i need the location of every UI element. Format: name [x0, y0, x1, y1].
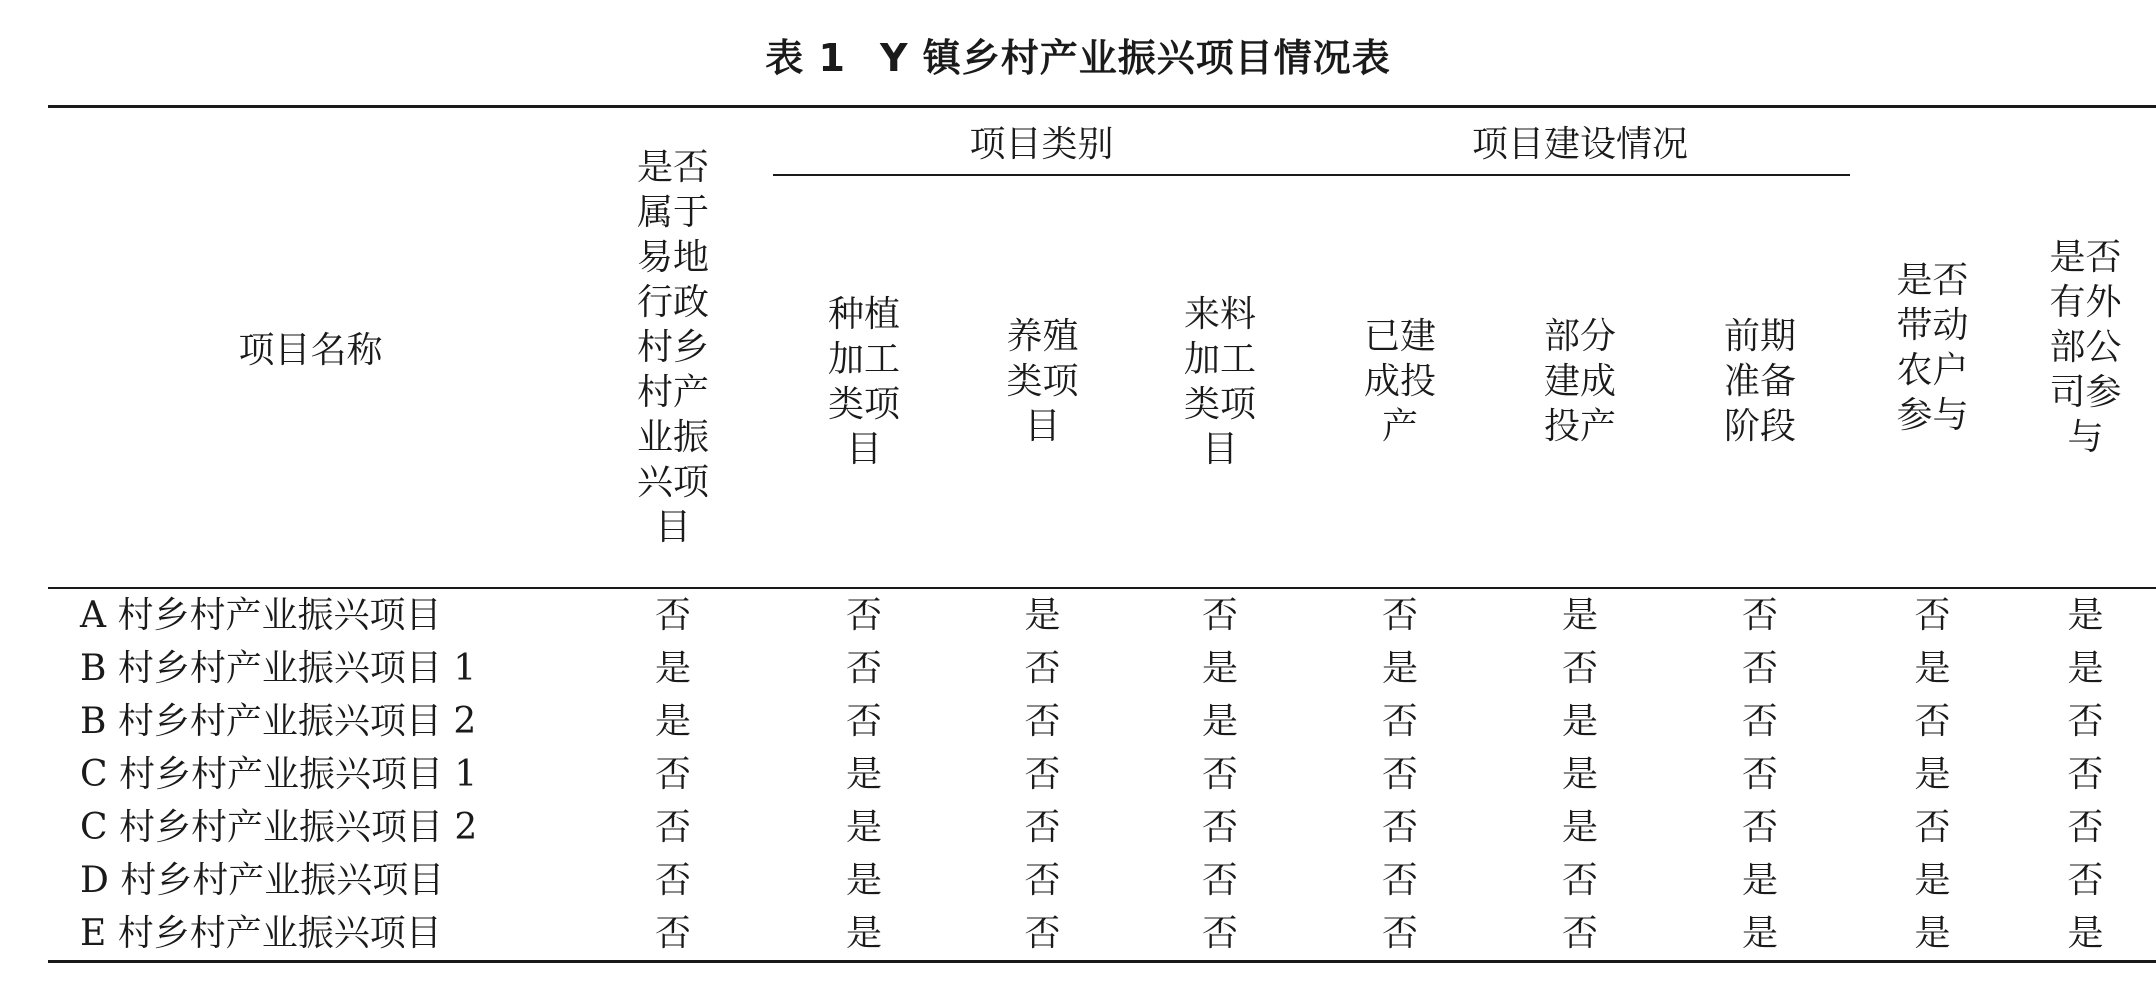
value-cell: 是	[773, 907, 955, 962]
value-cell: 否	[1382, 754, 1419, 795]
value-cell: 否	[654, 595, 691, 636]
value-cell: 否	[1202, 595, 1239, 636]
value-cell: 否	[654, 754, 691, 795]
value-cell: 否	[654, 860, 691, 901]
table-title: Y 镇乡村产业振兴项目情况表	[879, 36, 1391, 80]
project-name-cell: E 村乡村产业振兴项目	[48, 907, 573, 962]
value-cell: 是	[1562, 807, 1599, 848]
header-construction-group: 项目建设情况	[1310, 107, 1850, 176]
value-cell: 否	[2067, 860, 2104, 901]
value-cell: 否	[1914, 595, 1951, 636]
table-row	[48, 588, 2156, 642]
table-row	[48, 907, 2156, 962]
value-cell: 否	[1382, 701, 1419, 742]
value-cell: 是	[1202, 701, 1239, 742]
value-cell: 否	[845, 701, 882, 742]
project-table	[48, 105, 2156, 963]
table-row	[48, 642, 2156, 695]
table-caption	[0, 30, 2156, 86]
value-cell: 否	[2067, 701, 2104, 742]
value-cell: 是	[1202, 648, 1239, 689]
value-cell: 否	[2067, 754, 2104, 795]
value-cell: 否	[1024, 807, 1061, 848]
table-number: 表 1	[765, 36, 846, 80]
value-cell: 是	[1742, 860, 1779, 901]
value-cell: 是	[654, 701, 691, 742]
value-cell: 是	[1850, 907, 2015, 962]
value-cell: 否	[1202, 807, 1239, 848]
table-row	[48, 801, 2156, 854]
header-drive-farmers: 是否 带动 农户 参与	[1850, 107, 2015, 589]
value-cell: 否	[1310, 907, 1490, 962]
project-name-cell: B 村乡村产业振兴项目 1	[80, 648, 477, 689]
project-name-cell: C 村乡村产业振兴项目 1	[80, 754, 478, 795]
value-cell: 否	[1382, 807, 1419, 848]
value-cell: 是	[1914, 754, 1951, 795]
value-cell: 是	[845, 754, 882, 795]
value-cell: 是	[845, 860, 882, 901]
value-cell: 是	[2015, 907, 2156, 962]
value-cell: 是	[845, 807, 882, 848]
value-cell: 是	[1670, 907, 1850, 962]
project-name-cell: A 村乡村产业振兴项目	[80, 595, 442, 636]
header-project-name: 项目名称	[48, 107, 573, 589]
value-cell: 是	[1914, 860, 1951, 901]
value-cell: 否	[1130, 907, 1310, 962]
project-name-cell: C 村乡村产业振兴项目 2	[80, 807, 478, 848]
value-cell: 否	[1742, 701, 1779, 742]
value-cell: 否	[845, 648, 882, 689]
header-construction-partial: 部分 建成 投产	[1490, 175, 1670, 588]
value-cell: 是	[1024, 595, 1061, 636]
value-cell: 否	[1024, 860, 1061, 901]
value-cell: 否	[1742, 595, 1779, 636]
value-cell: 否	[1562, 648, 1599, 689]
header-category-planting: 种植 加工 类项 目	[773, 175, 955, 588]
value-cell: 是	[654, 648, 691, 689]
header-category-processing: 来料 加工 类项 目	[1130, 175, 1310, 588]
value-cell: 是	[1562, 754, 1599, 795]
value-cell: 是	[1562, 701, 1599, 742]
value-cell: 否	[1382, 595, 1419, 636]
table-row	[48, 695, 2156, 748]
project-name-cell: D 村乡村产业振兴项目	[80, 860, 445, 901]
value-cell: 否	[1562, 860, 1599, 901]
value-cell: 否	[845, 595, 882, 636]
value-cell: 是	[2067, 648, 2104, 689]
value-cell: 否	[1914, 701, 1951, 742]
value-cell: 否	[1914, 807, 1951, 848]
value-cell: 否	[1742, 648, 1779, 689]
value-cell: 否	[1202, 754, 1239, 795]
table-row	[48, 748, 2156, 801]
value-cell: 否	[573, 907, 773, 962]
value-cell: 否	[1024, 701, 1061, 742]
value-cell: 否	[1490, 907, 1670, 962]
value-cell: 否	[1742, 807, 1779, 848]
value-cell: 是	[1382, 648, 1419, 689]
header-construction-prep: 前期 准备 阶段	[1670, 175, 1850, 588]
value-cell: 是	[1914, 648, 1951, 689]
value-cell: 否	[1382, 860, 1419, 901]
value-cell: 否	[2067, 807, 2104, 848]
header-category-breeding: 养殖 类项 目	[955, 175, 1130, 588]
header-external-company: 是否 有外 部公 司参 与	[2015, 107, 2156, 589]
value-cell: 是	[2067, 595, 2104, 636]
table-row	[48, 854, 2156, 907]
header-is-relocation: 是否 属于 易地 行政 村乡 村产 业振 兴项 目	[573, 107, 773, 589]
value-cell: 否	[1024, 754, 1061, 795]
table-body	[48, 588, 2156, 962]
value-cell: 否	[1742, 754, 1779, 795]
value-cell: 否	[1024, 648, 1061, 689]
project-name-cell: B 村乡村产业振兴项目 2	[80, 701, 477, 742]
value-cell: 否	[955, 907, 1130, 962]
value-cell: 是	[1562, 595, 1599, 636]
value-cell: 否	[654, 807, 691, 848]
value-cell: 否	[1202, 860, 1239, 901]
header-category-group: 项目类别	[773, 107, 1310, 176]
header-construction-done: 已建 成投 产	[1310, 175, 1490, 588]
